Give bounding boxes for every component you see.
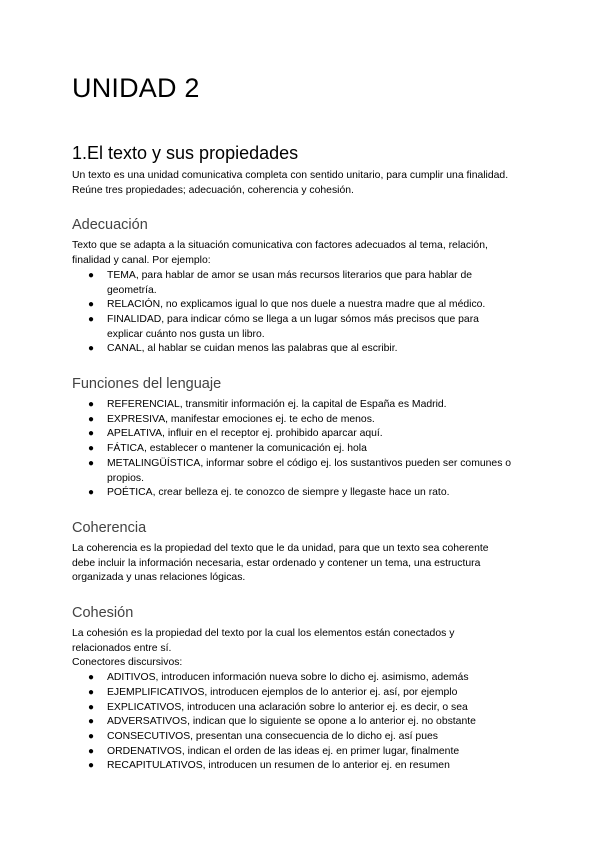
page-title: UNIDAD 2 bbox=[72, 73, 200, 103]
list-item bbox=[72, 715, 512, 730]
funciones-heading: Funciones del lenguaje bbox=[72, 376, 222, 393]
bullet-icon: ● bbox=[88, 745, 95, 757]
list-item-text: EXPRESIVA, manifestar emociones ej. te echo de menos. bbox=[107, 413, 375, 425]
bullet-icon: ● bbox=[88, 299, 95, 311]
list-item-text: CANAL, al hablar se cuidan menos las palabras que al escribir. bbox=[107, 343, 398, 355]
bullet-icon: ● bbox=[88, 443, 95, 455]
adecuacion-text: Texto que se adapta a la situación comunicativa con factores adecuados al tema, relación, finalidad y canal. Por ejemplo: bbox=[72, 240, 488, 267]
list-item bbox=[72, 745, 512, 760]
list-item bbox=[72, 486, 512, 501]
list-item-text: RELACIÓN, no explicamos igual lo que nos duele a nuestra madre que al médico. bbox=[107, 299, 486, 311]
cohesion-list bbox=[72, 671, 512, 774]
list-item-text: RECAPITULATIVOS, introducen un resumen de lo anterior ej. en resumen bbox=[107, 760, 450, 772]
list-item-text: ADVERSATIVOS, indican que lo siguiente se opone a lo anterior ej. no obstante bbox=[107, 716, 476, 728]
list-item bbox=[72, 427, 512, 442]
list-item bbox=[72, 759, 512, 774]
list-item-text: ADITIVOS, introducen información nueva sobre lo dicho ej. asimismo, además bbox=[107, 672, 469, 684]
cohesion-heading: Cohesión bbox=[72, 605, 134, 622]
list-item-text: POÉTICA, crear belleza ej. te conozco de siempre y llegaste hace un rato. bbox=[107, 487, 450, 499]
bullet-icon: ● bbox=[88, 686, 95, 698]
list-item bbox=[72, 442, 512, 457]
list-item bbox=[72, 413, 512, 428]
list-item-text: APELATIVA, influir en el receptor ej. prohibido aparcar aquí. bbox=[107, 428, 383, 440]
bullet-icon: ● bbox=[88, 399, 95, 411]
bullet-icon: ● bbox=[88, 428, 95, 440]
list-item-text: CONSECUTIVOS, presentan una consecuencia de lo dicho ej. así pues bbox=[107, 730, 438, 742]
list-item bbox=[72, 671, 512, 686]
bullet-icon: ● bbox=[88, 269, 95, 281]
bullet-icon: ● bbox=[88, 716, 95, 728]
list-item-text: REFERENCIAL, transmitir información ej. la capital de España es Madrid. bbox=[107, 399, 447, 411]
section-intro: Un texto es una unidad comunicativa completa con sentido unitario, para cumplir una finalidad. Reúne tres propiedades; adecuación, coherencia y cohesión. bbox=[72, 170, 509, 196]
list-item bbox=[72, 730, 512, 745]
bullet-icon: ● bbox=[88, 760, 95, 772]
list-item bbox=[72, 313, 512, 342]
list-item-text: TEMA, para hablar de amor se usan más recursos literarios que para hablar de geometría. bbox=[107, 269, 473, 296]
bullet-icon: ● bbox=[88, 413, 95, 425]
coherencia-text: La coherencia es la propiedad del texto que le da unidad, para que un texto sea coherente debe incluir la información necesaria, estar ordenado y contener un tema, una estructura organizada y unas relaciones lógicas. bbox=[72, 542, 489, 584]
bullet-icon: ● bbox=[88, 672, 95, 684]
cohesion-text: La cohesión es la propiedad del texto por la cual los elementos están conectados y relacionados entre sí. bbox=[72, 628, 455, 654]
bullet-icon: ● bbox=[88, 730, 95, 742]
cohesion-subheading: Conectores discursivos: bbox=[72, 657, 183, 669]
document-body bbox=[72, 142, 512, 774]
bullet-icon: ● bbox=[88, 313, 95, 325]
list-item bbox=[72, 457, 512, 486]
list-item-text: EJEMPLIFICATIVOS, introducen ejemplos de lo anterior ej. así, por ejemplo bbox=[107, 686, 458, 698]
list-item-text: FINALIDAD, para indicar cómo se llega a un lugar sómos más precisos que para explicar cuánto nos gusta un libro. bbox=[107, 313, 479, 340]
section-heading: 1.El texto y sus propiedades bbox=[72, 143, 299, 163]
list-item-text: FÁTICA, establecer o mantener la comunicación ej. hola bbox=[107, 443, 367, 455]
list-item bbox=[72, 298, 512, 313]
coherencia-heading: Coherencia bbox=[72, 519, 147, 536]
bullet-icon: ● bbox=[88, 487, 95, 499]
adecuacion-list bbox=[72, 269, 512, 357]
list-item-text: METALINGÜÍSTICA, informar sobre el código ej. los sustantivos pueden ser comunes o propios. bbox=[107, 457, 512, 484]
list-item-text: EXPLICATIVOS, introducen una aclaración sobre lo anterior ej. es decir, o sea bbox=[107, 701, 468, 713]
list-item bbox=[72, 686, 512, 701]
list-item bbox=[72, 342, 512, 357]
list-item bbox=[72, 398, 512, 413]
bullet-icon: ● bbox=[88, 457, 95, 469]
bullet-icon: ● bbox=[88, 701, 95, 713]
list-item-text: ORDENATIVOS, indican el orden de las ideas ej. en primer lugar, finalmente bbox=[107, 745, 460, 757]
funciones-list bbox=[72, 398, 512, 501]
list-item bbox=[72, 701, 512, 716]
adecuacion-heading: Adecuación bbox=[72, 217, 148, 234]
list-item bbox=[72, 269, 512, 298]
bullet-icon: ● bbox=[88, 343, 95, 355]
